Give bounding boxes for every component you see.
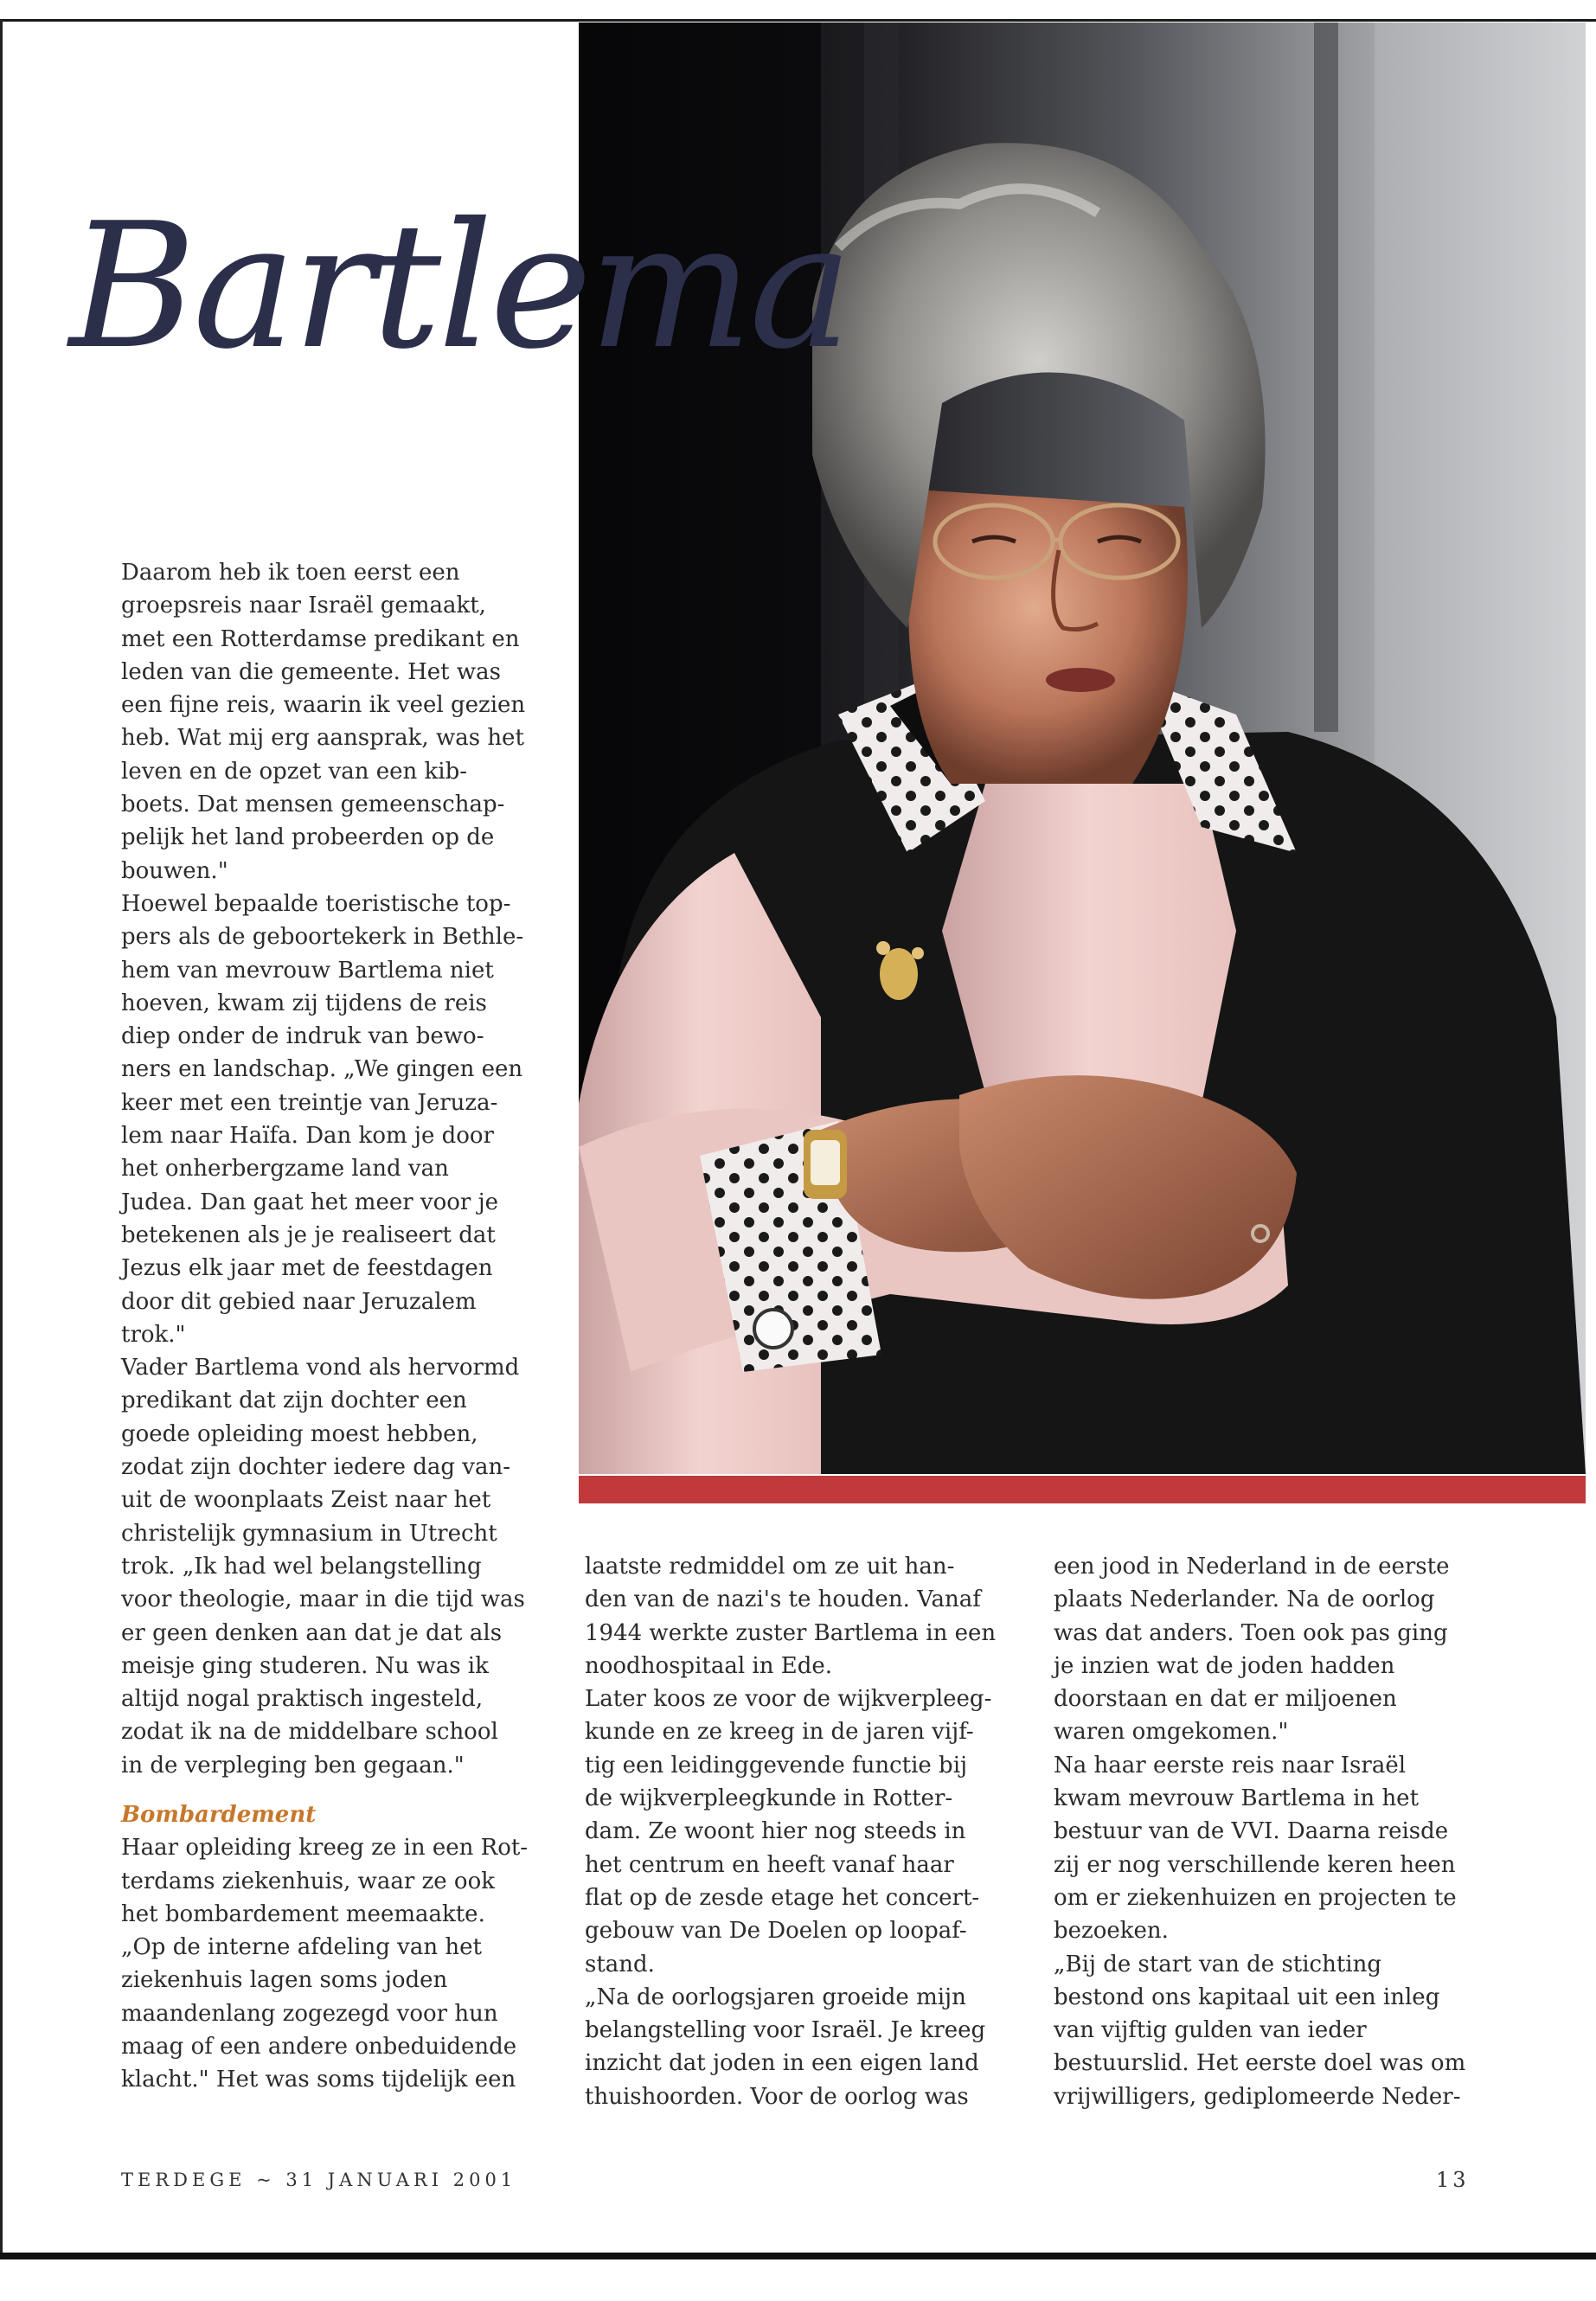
- text-line: belangstelling voor Israël. Je kreeg: [585, 2017, 986, 2044]
- text-line: leven en de opzet van een kib-: [121, 758, 468, 785]
- text-line: hem van mevrouw Bartlema niet: [121, 957, 494, 984]
- text-line: het bombardement meemaakte.: [121, 1900, 485, 1927]
- right-column: [1054, 1550, 1486, 2113]
- right-column-body: [1054, 1550, 1486, 2113]
- text-line: betekenen als je je realiseert dat: [121, 1221, 496, 1248]
- subheading: Bombardement: [121, 1801, 317, 1828]
- footer-publication: TERDEGE ~ 31 JANUARI 2001: [121, 2170, 517, 2190]
- text-line: pers als de geboortekerk in Bethle-: [121, 924, 524, 951]
- text-line: Daarom heb ik toen eerst een: [121, 560, 460, 586]
- text-line: kwam mevrouw Bartlema in het: [1054, 1785, 1420, 1812]
- text-line: flat op de zesde etage het concert-: [585, 1884, 980, 1911]
- text-line: groepsreis naar Israël gemaakt,: [121, 593, 486, 619]
- page-border-bottom: [0, 2253, 1596, 2259]
- text-line: den van de nazi's te houden. Vanaf: [585, 1586, 981, 1613]
- text-line: stand.: [585, 1951, 655, 1977]
- text-line: inzicht dat joden in een eigen land: [585, 2050, 979, 2077]
- text-line: tig een leidinggevende functie bij: [585, 1752, 968, 1779]
- text-line: keer met een treintje van Jeruza-: [121, 1089, 498, 1116]
- text-line: zodat zijn dochter iedere dag van-: [121, 1454, 511, 1481]
- text-line: bezoeken.: [1054, 1918, 1169, 1945]
- page-border-top: [0, 19, 1596, 22]
- text-line: om er ziekenhuizen en projecten te: [1054, 1884, 1457, 1911]
- page-border-left: [0, 19, 3, 2259]
- text-line: Later koos ze voor de wijkverpleeg-: [585, 1686, 992, 1713]
- left-column: [121, 556, 545, 2097]
- text-line: predikant dat zijn dochter een: [121, 1388, 467, 1414]
- text-line: je inzien wat de joden hadden: [1054, 1652, 1395, 1679]
- text-line: thuishoorden. Voor de oorlog was: [585, 2083, 969, 2110]
- text-line: uit de woonplaats Zeist naar het: [121, 1487, 491, 1514]
- text-line: ziekenhuis lagen soms joden: [121, 1967, 448, 1994]
- text-line: waren omgekomen.": [1054, 1719, 1289, 1746]
- text-line: trok.": [121, 1321, 186, 1348]
- text-line: doorstaan en dat er miljoenen: [1054, 1686, 1397, 1713]
- text-line: gebouw van De Doelen op loopaf-: [585, 1918, 967, 1945]
- text-line: maag of een andere onbeduidende: [121, 2034, 517, 2061]
- text-line: dam. Ze woont hier nog steeds in: [585, 1818, 966, 1845]
- text-line: klacht." Het was soms tijdelijk een: [121, 2067, 516, 2093]
- title-text: Bartlema: [69, 186, 849, 388]
- text-line: lem naar Haïfa. Dan kom je door: [121, 1123, 494, 1150]
- text-line: „Op de interne afdeling van het: [121, 1934, 482, 1961]
- text-line: een jood in Nederland in de eerste: [1054, 1554, 1450, 1580]
- text-line: laatste redmiddel om ze uit han-: [585, 1554, 955, 1580]
- text-line: meisje ging studeren. Nu was ik: [121, 1652, 489, 1679]
- text-line: het centrum en heeft vanaf haar: [585, 1851, 954, 1878]
- text-line: leden van die gemeente. Het was: [121, 658, 501, 685]
- text-line: zodat ik na de middelbare school: [121, 1719, 498, 1746]
- left-column-continuation: [121, 1831, 545, 2096]
- text-line: er geen denken aan dat je dat als: [121, 1619, 503, 1646]
- text-line: de wijkverpleegkunde in Rotter-: [585, 1785, 953, 1812]
- text-line: maandenlang zogezegd voor hun: [121, 2000, 498, 2027]
- text-line: bouwen.": [121, 857, 228, 884]
- middle-column-body: [585, 1550, 1017, 2113]
- text-line: was dat anders. Toen ook pas ging: [1054, 1619, 1448, 1646]
- text-line: boets. Dat mensen gemeenschap-: [121, 792, 505, 818]
- text-line: van vijftig gulden van ieder: [1054, 2017, 1367, 2044]
- text-line: 1944 werkte zuster Bartlema in een: [585, 1619, 997, 1646]
- text-line: „Bij de start van de stichting: [1054, 1951, 1382, 1977]
- title: [61, 186, 926, 411]
- text-line: in de verpleging ben gegaan.": [121, 1752, 465, 1779]
- text-line: met een Rotterdamse predikant en: [121, 625, 520, 652]
- text-line: Hoewel bepaalde toeristische top-: [121, 890, 511, 917]
- text-line: Haar opleiding kreeg ze in een Rot-: [121, 1835, 529, 1862]
- text-line: Jezus elk jaar met de feestdagen: [121, 1255, 493, 1282]
- text-line: een fijne reis, waarin ik veel gezien: [121, 692, 526, 719]
- text-line: goede opleiding moest hebben,: [121, 1420, 478, 1447]
- text-line: bestuurslid. Het eerste doel was om: [1054, 2050, 1466, 2077]
- text-line: hoeven, kwam zij tijdens de reis: [121, 990, 487, 1016]
- text-line: Vader Bartlema vond als hervormd: [121, 1355, 520, 1381]
- text-line: christelijk gymnasium in Utrecht: [121, 1520, 497, 1547]
- text-line: door dit gebied naar Jeruzalem: [121, 1288, 477, 1315]
- left-column-body: [121, 556, 545, 1782]
- text-line: voor theologie, maar in die tijd was: [121, 1586, 525, 1613]
- text-line: bestond ons kapitaal uit een inleg: [1054, 1984, 1440, 2010]
- text-line: plaats Nederlander. Na de oorlog: [1054, 1586, 1435, 1613]
- text-line: kunde en ze kreeg in de jaren vijf-: [585, 1719, 974, 1746]
- text-line: vrijwilligers, gediplomeerde Neder-: [1054, 2083, 1461, 2110]
- text-line: Na haar eerste reis naar Israël: [1054, 1752, 1407, 1779]
- text-line: terdams ziekenhuis, waar ze ook: [121, 1868, 495, 1894]
- photo-accent-bar: [579, 1476, 1586, 1503]
- text-line: pelijk het land probeerden op de: [121, 824, 495, 851]
- text-line: „Na de oorlogsjaren groeide mijn: [585, 1984, 966, 2010]
- text-line: altijd nogal praktisch ingesteld,: [121, 1686, 484, 1713]
- text-line: het onherbergzame land van: [121, 1156, 449, 1183]
- text-line: Judea. Dan gaat het meer voor je: [121, 1189, 499, 1215]
- text-line: zij er nog verschillende keren heen: [1054, 1851, 1456, 1878]
- text-line: trok. „Ik had wel belangstelling: [121, 1553, 482, 1580]
- text-line: ners en landschap. „We gingen een: [121, 1056, 523, 1083]
- text-line: diep onder de indruk van bewo-: [121, 1023, 484, 1050]
- text-line: noodhospitaal in Ede.: [585, 1652, 833, 1679]
- text-line: bestuur van de VVI. Daarna reisde: [1054, 1818, 1449, 1845]
- page-number: 13: [1436, 2168, 1470, 2192]
- middle-column: [585, 1550, 1017, 2113]
- text-line: heb. Wat mij erg aansprak, was het: [121, 725, 524, 752]
